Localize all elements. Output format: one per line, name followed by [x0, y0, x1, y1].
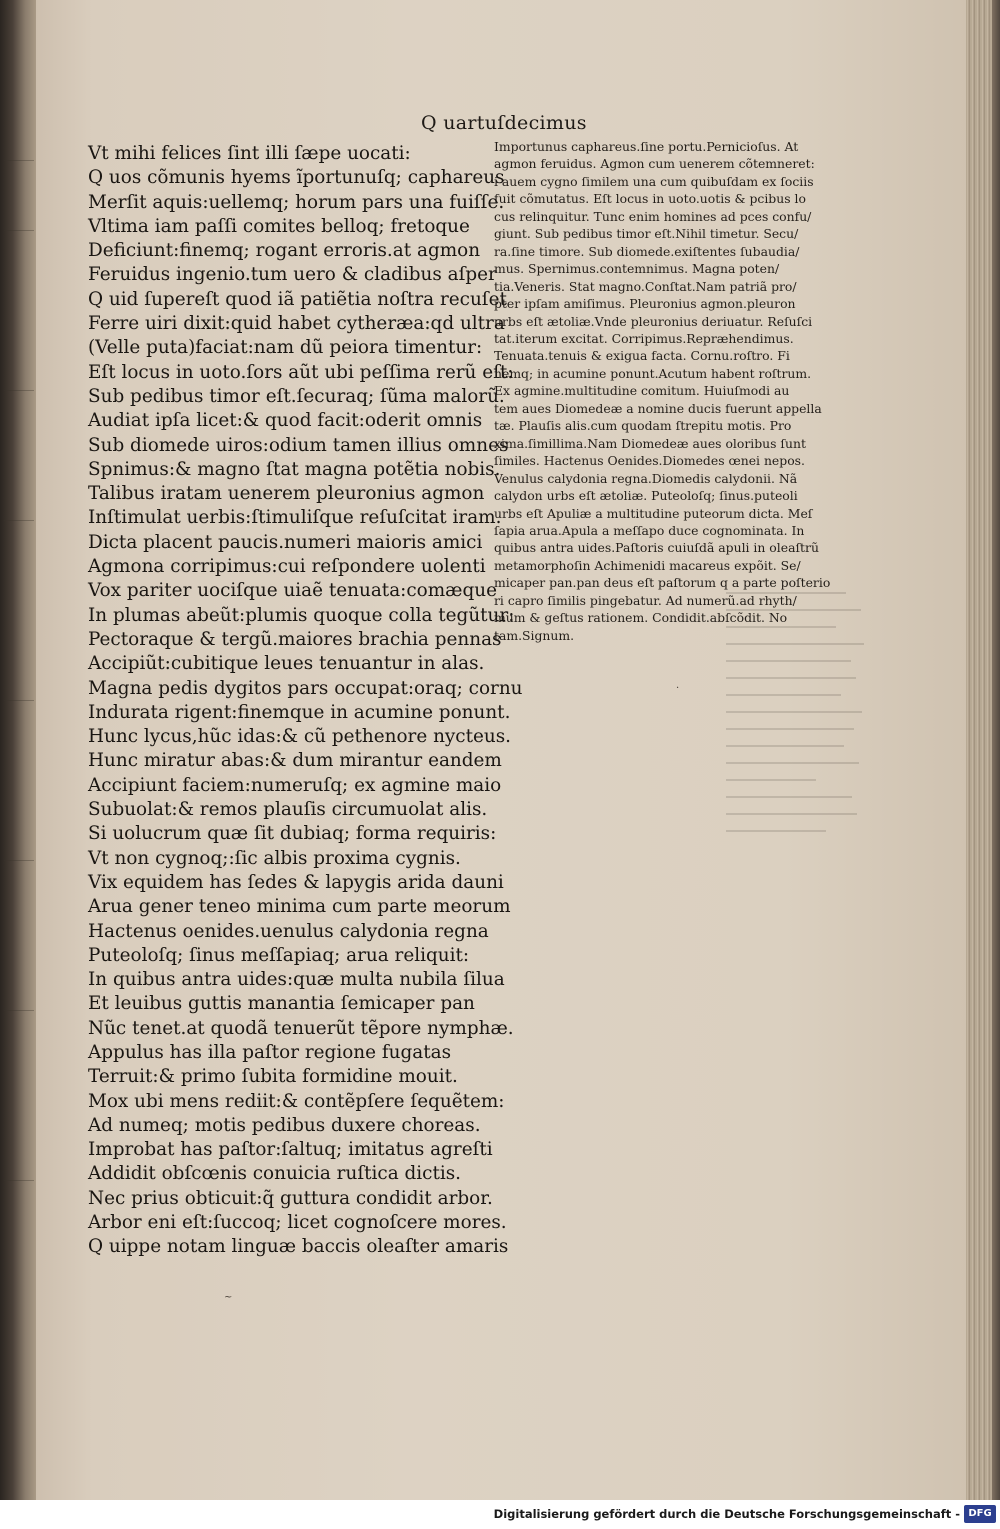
- poem-line: Indurata rigent:finemque in acumine ponunt.: [88, 701, 511, 723]
- commentary-line: giunt. Sub pedibus timor eſt.Nihil timetur. Secu/: [494, 226, 799, 242]
- poem-line: Vt mihi felices ſint illi ſæpe uocati:: [88, 143, 411, 164]
- poem-line: Vox pariter uociſque uiaẽ tenuata:comæque: [88, 580, 497, 602]
- poem-line: Accipiũt:cubitique leues tenuantur in alas.: [88, 653, 485, 675]
- poem-column: [88, 142, 523, 1260]
- facing-page-edge: [0, 0, 36, 1500]
- poem-line: Hunc lycus,hũc idas:& cũ pethenore nycteus.: [88, 726, 512, 748]
- commentary-line: urbs eſt Apuliæ a multitudine puteorum dicta. Meſ: [494, 505, 813, 521]
- poem-line: Accipiunt faciem:numeruſq; ex agmine maio: [88, 774, 502, 796]
- poem-line: Audiat ipſa licet:& quod facit:oderit omnis: [88, 410, 483, 432]
- poem-line: Agmona corripimus:cui reſpondere uolenti: [88, 556, 486, 578]
- poem-line: Feruidus ingenio.tum uero & cladibus aſper: [88, 264, 497, 286]
- poem-line: Improbat has paſtor:ſaltuq; imitatus agreſti: [88, 1139, 493, 1161]
- poem-line: Eſt locus in uoto.ſors aũt ubi peſſima rerũ eſt:: [88, 361, 514, 383]
- commentary-line: urbs eſt ætoliæ.Vnde pleuronius deriuatur. Reſuſci: [494, 313, 813, 329]
- poem-line: Deficiunt:finemq; rogant erroris.at agmon: [88, 240, 481, 262]
- poem-line: Hactenus oenides.uenulus calydonia regna: [88, 920, 489, 942]
- poem-line: Nũc tenet.at quodã tenuerũt tẽpore nymphæ.: [88, 1017, 514, 1039]
- commentary-column: [494, 138, 864, 644]
- commentary-line: metamorphoſin Achimenidi macareus expõit. Se/: [494, 557, 801, 573]
- poem-line: Q uippe notam linguæ baccis oleaſter amaris: [88, 1236, 509, 1258]
- poem-line: Q uos cõmunis hyems ĩportunuſq; caphareus: [88, 167, 505, 189]
- poem-line: Spnimus:& magno ſtat magna potẽtia nobis.: [88, 458, 501, 480]
- commentary-line: tæ. Plauſis alis.cum quodam ſtrepitu motis. Pro: [494, 418, 792, 434]
- poem-line: Subuolat:& remos plauſis circumuolat alis.: [88, 799, 488, 821]
- poem-line: Sub pedibus timor eſt.ſecuraq; ſũma malorũ.: [88, 385, 505, 407]
- commentary-line: Importunus caphareus.ſine portu.Pernicioſus. At: [494, 139, 799, 154]
- poem-line: Merſit aquis:uellemq; horum pars una fuiſſe.: [88, 191, 505, 213]
- commentary-line: Tenuata.tenuis & exigua facta. Cornu.roſtro. Fi: [494, 348, 790, 364]
- commentary-line: mum & geſtus rationem. Condidit.abſcõdit. No: [494, 610, 788, 626]
- poem-line: Sub diomede uiros:odium tamen illius omnes: [88, 434, 509, 456]
- commentary-line: quibus antra uides.Paſtoris cuiuſdã apuli in oleaſtrũ: [494, 540, 819, 556]
- commentary-line: tem aues Diomedeæ a nomine ducis fuerunt appella: [494, 400, 822, 416]
- commentary-line: pter ipſam amiſimus. Pleuronius agmon.pleuron: [494, 296, 796, 312]
- page-stack-edge: [966, 0, 1000, 1500]
- commentary-line: fuit cõmutatus. Eſt locus in uoto.uotis & pcibus lo: [494, 191, 806, 207]
- book-page: [36, 0, 970, 1500]
- poem-line: Nec prius obticuit:q̃ guttura condidit arbor.: [88, 1187, 493, 1209]
- poem-line: Arua gener teneo minima cum parte meorum: [88, 896, 511, 918]
- dfg-logo-icon: DFG: [964, 1505, 996, 1523]
- poem-line: Terruit:& primo ſubita formidine mouit.: [88, 1066, 458, 1088]
- commentary-line: ri capro ſimilis pingebatur. Ad numerũ.ad rhyth/: [494, 592, 797, 608]
- poem-line: Dicta placent paucis.numeri maioris amici: [88, 531, 483, 553]
- commentary-line: agmon feruidus. Agmon cum uenerem cõtemneret:: [494, 156, 815, 172]
- running-head: Q uartuſdecimus: [421, 112, 587, 134]
- poem-line: Mox ubi mens rediit:& contẽpſere ſequẽtem:: [88, 1090, 505, 1112]
- commentary-line: calydon urbs eſt ætoliæ. Puteoloſq; ſinus.puteoli: [494, 488, 798, 504]
- commentary-line: Venulus calydonia regna.Diomedis calydonii. Nã: [494, 470, 798, 486]
- poem-line: Ferre uiri dixit:quid habet cytheræa:qd ultra: [88, 313, 505, 335]
- poem-line: Et leuibus guttis manantia ſemicaper pan: [88, 993, 475, 1015]
- commentary-line: ra.ſine timore. Sub diomede.exiſtentes ſubaudia/: [494, 243, 800, 259]
- funding-notice: Digitalisierung gefördert durch die Deutsche Forschungsgemeinschaft -: [493, 1507, 960, 1521]
- poem-line: Si uolucrum quæ ſit dubiaq; forma requiris:: [88, 823, 497, 845]
- poem-line: Addidit obſcœnis conuicia ruſtica dictis.: [88, 1163, 462, 1185]
- commentary-line: i auem cygno ſimilem una cum quibuſdam ex ſociis: [494, 173, 814, 189]
- commentary-line: micaper pan.pan deus eſt paſtorum q a parte poſterio: [494, 575, 831, 591]
- bleed-through-text: [726, 592, 866, 912]
- commentary-line: nemq; in acumine ponunt.Acutum habent roſtrum.: [494, 365, 812, 381]
- poem-line: Magna pedis dygitos pars occupat:oraq; cornu: [88, 677, 523, 699]
- poem-line: Vltima iam paſſi comites belloq; fretoque: [88, 215, 470, 237]
- poem-line: Talibus iratam uenerem pleuronius agmon: [88, 483, 485, 505]
- poem-line: Ad numeq; motis pedibus duxere choreas.: [88, 1114, 481, 1136]
- poem-line: Vt non cygnoq;:ſic albis proxima cygnis.: [88, 847, 461, 869]
- poem-line: (Velle puta)faciat:nam dũ peiora timentur:: [88, 337, 483, 359]
- commentary-line: xima.ſimillima.Nam Diomedeæ aues oloribus ſunt: [494, 435, 806, 451]
- commentary-line: tam.Signum.: [494, 627, 575, 643]
- commentary-line: tia.Veneris. Stat magno.Conſtat.Nam patriã pro/: [494, 278, 797, 294]
- poem-line: Pectoraque & tergũ.maiores brachia pennas: [88, 628, 502, 650]
- poem-line: In quibus antra uides:quæ multa nubila ſilua: [88, 969, 505, 991]
- poem-line: Inſtimulat uerbis:ſtimuliſque reſuſcitat iram.: [88, 507, 502, 529]
- poem-line: Puteoloſq; ſinus meſſapiaq; arua reliquit:: [88, 944, 470, 966]
- poem-line: In plumas abeũt:plumis quoque colla tegũtur:: [88, 604, 515, 626]
- footer-bar: [0, 1500, 1000, 1529]
- poem-line: Hunc miratur abas:& dum mirantur eandem: [88, 750, 502, 772]
- commentary-line: ſapia arua.Apula a meſſapo duce cognominata. In: [494, 522, 805, 538]
- commentary-line: tat.iterum excitat. Corripimus.Repræhendimus.: [494, 330, 794, 346]
- commentary-line: mus. Spernimus.contemnimus. Magna poten/: [494, 261, 780, 277]
- poem-line: Vix equidem has ſedes & lapygis arida dauni: [88, 871, 504, 893]
- ink-speck: ~: [224, 1292, 233, 1303]
- poem-line: Q uid ſupereſt quod iã patiẽtia noſtra recuſet: [88, 288, 507, 310]
- commentary-line: cus relinquitur. Tunc enim homines ad pces confu/: [494, 208, 812, 224]
- ink-speck: ·: [676, 683, 680, 694]
- commentary-line: ſimiles. Hactenus Oenides.Diomedes œnei nepos.: [494, 453, 805, 469]
- commentary-line: Ex agmine.multitudine comitum. Huiuſmodi au: [494, 383, 790, 399]
- poem-line: Appulus has illa paſtor regione fugatas: [88, 1041, 452, 1063]
- poem-line: Arbor eni eſt:ſuccoq; licet cognoſcere mores.: [88, 1212, 507, 1234]
